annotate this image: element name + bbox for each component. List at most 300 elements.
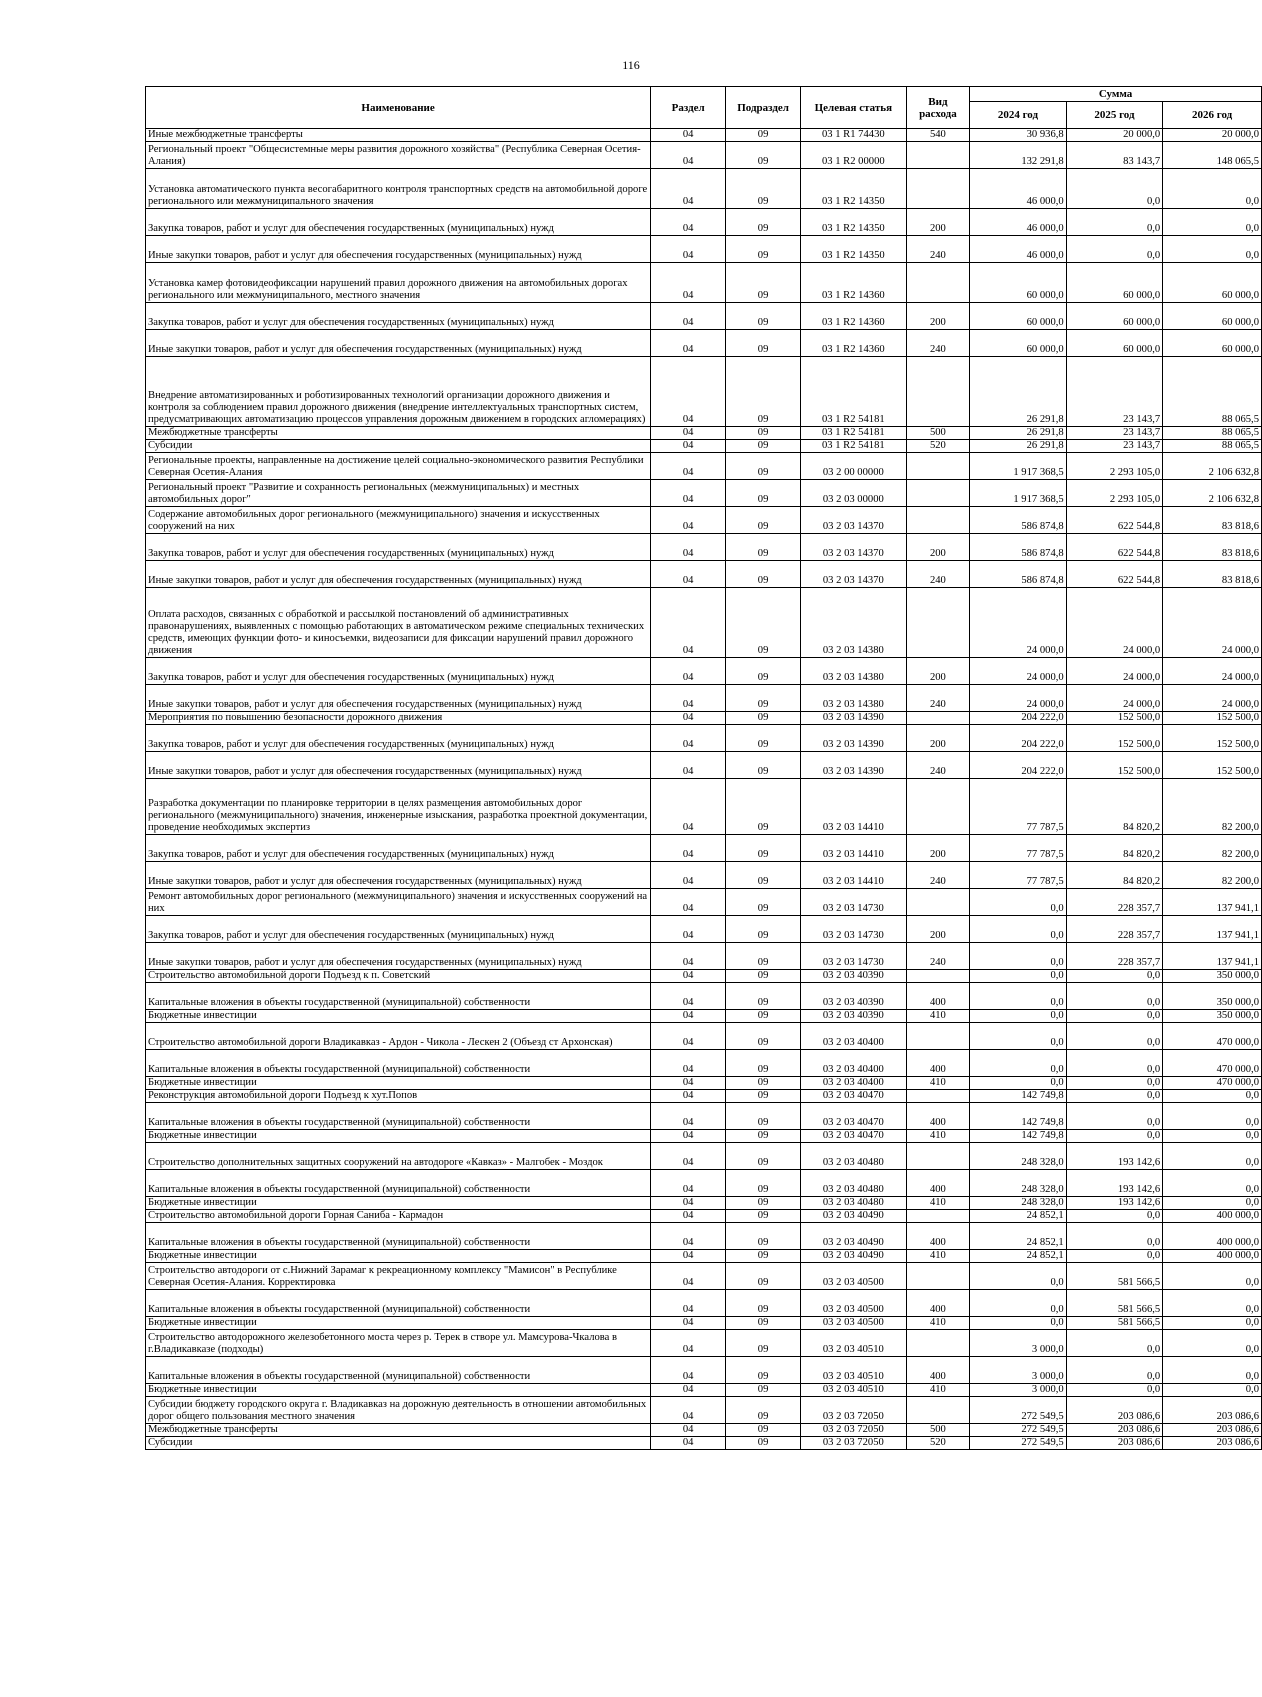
- row-2025: 0,0: [1066, 169, 1163, 209]
- row-2026: 350 000,0: [1163, 983, 1262, 1010]
- row-name: Бюджетные инвестиции: [146, 1317, 651, 1330]
- row-2024: 204 222,0: [970, 712, 1067, 725]
- table-row: [146, 1050, 1262, 1077]
- row-section: 04: [651, 209, 726, 236]
- row-2026: 24 000,0: [1163, 685, 1262, 712]
- row-2024: 0,0: [970, 983, 1067, 1010]
- row-name: Иные межбюджетные трансферты: [146, 129, 651, 142]
- row-section: 04: [651, 943, 726, 970]
- row-name: Строительство автомобильной дороги Подъезд к п. Советский: [146, 970, 651, 983]
- row-name: Региональные проекты, направленные на достижение целей социально-экономического развития Республики Северная Осетия-Алания: [146, 453, 651, 480]
- row-2024: 46 000,0: [970, 169, 1067, 209]
- row-2024: 1 917 368,5: [970, 480, 1067, 507]
- row-2025: 60 000,0: [1066, 303, 1163, 330]
- row-target: 03 2 03 00000: [801, 480, 907, 507]
- row-section: 04: [651, 685, 726, 712]
- table-row: [146, 1424, 1262, 1437]
- header-subsection: Подраздел: [726, 87, 801, 129]
- row-section: 04: [651, 970, 726, 983]
- header-section: Раздел: [651, 87, 726, 129]
- table-row: [146, 1290, 1262, 1317]
- row-2025: 0,0: [1066, 1023, 1163, 1050]
- table-row: [146, 685, 1262, 712]
- row-subsection: 09: [726, 1384, 801, 1397]
- table-row: [146, 129, 1262, 142]
- row-subsection: 09: [726, 330, 801, 357]
- row-type: 400: [906, 1357, 970, 1384]
- row-2025: 0,0: [1066, 1384, 1163, 1397]
- row-2024: 26 291,8: [970, 357, 1067, 427]
- row-target: 03 2 03 14390: [801, 725, 907, 752]
- row-target: 03 2 03 40500: [801, 1290, 907, 1317]
- row-type: [906, 712, 970, 725]
- row-2025: 23 143,7: [1066, 440, 1163, 453]
- row-2025: 60 000,0: [1066, 330, 1163, 357]
- row-section: 04: [651, 916, 726, 943]
- row-2026: 0,0: [1163, 1103, 1262, 1130]
- row-2026: 400 000,0: [1163, 1210, 1262, 1223]
- row-target: 03 1 R2 54181: [801, 427, 907, 440]
- row-section: 04: [651, 1397, 726, 1424]
- row-2026: 0,0: [1163, 1197, 1262, 1210]
- table-row: [146, 1077, 1262, 1090]
- table-row: [146, 588, 1262, 658]
- row-2026: 0,0: [1163, 236, 1262, 263]
- row-2026: 0,0: [1163, 209, 1262, 236]
- row-target: 03 2 00 00000: [801, 453, 907, 480]
- row-type: [906, 169, 970, 209]
- row-type: [906, 1090, 970, 1103]
- row-target: 03 2 03 14370: [801, 507, 907, 534]
- row-2026: 83 818,6: [1163, 507, 1262, 534]
- row-2024: 248 328,0: [970, 1170, 1067, 1197]
- row-subsection: 09: [726, 943, 801, 970]
- row-2025: 581 566,5: [1066, 1263, 1163, 1290]
- row-target: 03 2 03 14410: [801, 779, 907, 835]
- row-subsection: 09: [726, 427, 801, 440]
- row-2026: 60 000,0: [1163, 263, 1262, 303]
- row-section: 04: [651, 1424, 726, 1437]
- row-2024: 0,0: [970, 1077, 1067, 1090]
- table-row: [146, 453, 1262, 480]
- row-2026: 152 500,0: [1163, 712, 1262, 725]
- row-2026: 203 086,6: [1163, 1437, 1262, 1450]
- row-2026: 203 086,6: [1163, 1424, 1262, 1437]
- row-name: Оплата расходов, связанных с обработкой и рассылкой постановлений об административных правонарушениях, выявленных с помощью работающих в автоматическом режиме специальных технических средств, имеющих функции фото- и киносъемки, видеозаписи для фиксации нарушений правил дорожного движения: [146, 588, 651, 658]
- row-target: 03 2 03 40470: [801, 1103, 907, 1130]
- row-2024: 77 787,5: [970, 835, 1067, 862]
- row-subsection: 09: [726, 1263, 801, 1290]
- table-row: [146, 303, 1262, 330]
- row-subsection: 09: [726, 725, 801, 752]
- row-2026: 470 000,0: [1163, 1050, 1262, 1077]
- row-subsection: 09: [726, 169, 801, 209]
- table-row: [146, 1090, 1262, 1103]
- header-sum: Сумма: [970, 87, 1262, 102]
- row-2025: 193 142,6: [1066, 1197, 1163, 1210]
- row-2026: 470 000,0: [1163, 1023, 1262, 1050]
- row-section: 04: [651, 507, 726, 534]
- row-name: Закупка товаров, работ и услуг для обеспечения государственных (муниципальных) нужд: [146, 725, 651, 752]
- row-section: 04: [651, 1050, 726, 1077]
- row-section: 04: [651, 236, 726, 263]
- row-2024: 77 787,5: [970, 779, 1067, 835]
- row-section: 04: [651, 453, 726, 480]
- row-subsection: 09: [726, 835, 801, 862]
- row-name: Закупка товаров, работ и услуг для обеспечения государственных (муниципальных) нужд: [146, 303, 651, 330]
- row-name: Мероприятия по повышению безопасности дорожного движения: [146, 712, 651, 725]
- row-section: 04: [651, 1250, 726, 1263]
- row-name: Разработка документации по планировке территории в целях размещения автомобильных дорог регионального (межмуниципального) значения, инженерные изыскания, разработка проектной документации, проведение необходимых экспертиз: [146, 779, 651, 835]
- row-2025: 0,0: [1066, 236, 1163, 263]
- row-target: 03 1 R2 14360: [801, 263, 907, 303]
- row-subsection: 09: [726, 129, 801, 142]
- table-row: [146, 263, 1262, 303]
- row-2026: 470 000,0: [1163, 1077, 1262, 1090]
- table-row: [146, 658, 1262, 685]
- row-2026: 20 000,0: [1163, 129, 1262, 142]
- row-2025: 0,0: [1066, 1050, 1163, 1077]
- row-subsection: 09: [726, 862, 801, 889]
- row-2025: 0,0: [1066, 1210, 1163, 1223]
- row-subsection: 09: [726, 1437, 801, 1450]
- row-target: 03 2 03 40480: [801, 1170, 907, 1197]
- table-row: [146, 1357, 1262, 1384]
- row-2026: 88 065,5: [1163, 427, 1262, 440]
- row-2026: 400 000,0: [1163, 1223, 1262, 1250]
- row-subsection: 09: [726, 561, 801, 588]
- row-name: Строительство автомобильной дороги Владикавказ - Ардон - Чикола - Лескен 2 (Объезд ст Архонская): [146, 1023, 651, 1050]
- row-section: 04: [651, 1263, 726, 1290]
- row-target: 03 2 03 14730: [801, 943, 907, 970]
- table-row: [146, 889, 1262, 916]
- table-row: [146, 1103, 1262, 1130]
- row-subsection: 09: [726, 983, 801, 1010]
- table-row: [146, 480, 1262, 507]
- row-2024: 0,0: [970, 970, 1067, 983]
- row-subsection: 09: [726, 1130, 801, 1143]
- row-subsection: 09: [726, 752, 801, 779]
- row-name: Капитальные вложения в объекты государственной (муниципальной) собственности: [146, 1170, 651, 1197]
- row-target: 03 2 03 14380: [801, 658, 907, 685]
- row-subsection: 09: [726, 889, 801, 916]
- row-type: 200: [906, 725, 970, 752]
- row-2024: 1 917 368,5: [970, 453, 1067, 480]
- row-type: 400: [906, 1103, 970, 1130]
- row-subsection: 09: [726, 712, 801, 725]
- row-name: Строительство дополнительных защитных сооружений на автодороге «Кавказ» - Малгобек - Моздок: [146, 1143, 651, 1170]
- row-2025: 193 142,6: [1066, 1170, 1163, 1197]
- table-row: [146, 561, 1262, 588]
- row-section: 04: [651, 263, 726, 303]
- row-type: 240: [906, 236, 970, 263]
- row-type: 500: [906, 1424, 970, 1437]
- row-2025: 152 500,0: [1066, 725, 1163, 752]
- row-2025: 0,0: [1066, 1223, 1163, 1250]
- row-target: 03 2 03 40390: [801, 1010, 907, 1023]
- row-target: 03 2 03 14390: [801, 752, 907, 779]
- row-2025: 228 357,7: [1066, 889, 1163, 916]
- row-2026: 0,0: [1163, 1090, 1262, 1103]
- table-row: [146, 1317, 1262, 1330]
- row-section: 04: [651, 725, 726, 752]
- row-type: 410: [906, 1384, 970, 1397]
- row-section: 04: [651, 1170, 726, 1197]
- row-name: Закупка товаров, работ и услуг для обеспечения государственных (муниципальных) нужд: [146, 658, 651, 685]
- row-section: 04: [651, 752, 726, 779]
- row-target: 03 2 03 40490: [801, 1210, 907, 1223]
- row-2026: 137 941,1: [1163, 943, 1262, 970]
- row-section: 04: [651, 1197, 726, 1210]
- row-name: Реконструкция автомобильной дороги Подъезд к хут.Попов: [146, 1090, 651, 1103]
- row-target: 03 2 03 40390: [801, 983, 907, 1010]
- row-subsection: 09: [726, 1317, 801, 1330]
- row-type: 240: [906, 330, 970, 357]
- table-row: [146, 862, 1262, 889]
- row-name: Иные закупки товаров, работ и услуг для обеспечения государственных (муниципальных) нужд: [146, 862, 651, 889]
- row-name: Закупка товаров, работ и услуг для обеспечения государственных (муниципальных) нужд: [146, 534, 651, 561]
- row-target: 03 2 03 72050: [801, 1437, 907, 1450]
- row-section: 04: [651, 1384, 726, 1397]
- row-subsection: 09: [726, 1330, 801, 1357]
- row-type: 410: [906, 1317, 970, 1330]
- row-subsection: 09: [726, 1250, 801, 1263]
- row-name: Внедрение автоматизированных и роботизированных технологий организации дорожного движения и контроля за соблюдением правил дорожного движения (внедрение интеллектуальных транспортных систем, предусматривающих автоматизацию процессов управления дорожным движением в городских агломерациях): [146, 357, 651, 427]
- row-2024: 60 000,0: [970, 263, 1067, 303]
- row-2025: 84 820,2: [1066, 835, 1163, 862]
- row-2025: 2 293 105,0: [1066, 480, 1163, 507]
- row-name: Иные закупки товаров, работ и услуг для обеспечения государственных (муниципальных) нужд: [146, 330, 651, 357]
- table-row: [146, 1437, 1262, 1450]
- row-2025: 228 357,7: [1066, 916, 1163, 943]
- row-section: 04: [651, 712, 726, 725]
- row-name: Иные закупки товаров, работ и услуг для обеспечения государственных (муниципальных) нужд: [146, 685, 651, 712]
- row-2024: 0,0: [970, 943, 1067, 970]
- row-target: 03 2 03 14380: [801, 588, 907, 658]
- table-row: [146, 1397, 1262, 1424]
- row-name: Капитальные вложения в объекты государственной (муниципальной) собственности: [146, 1290, 651, 1317]
- row-2025: 2 293 105,0: [1066, 453, 1163, 480]
- row-name: Строительство автомобильной дороги Горная Саниба - Кармадон: [146, 1210, 651, 1223]
- table-row: [146, 1330, 1262, 1357]
- row-section: 04: [651, 1090, 726, 1103]
- row-2024: 24 852,1: [970, 1210, 1067, 1223]
- row-subsection: 09: [726, 1223, 801, 1250]
- row-2026: 24 000,0: [1163, 658, 1262, 685]
- row-type: [906, 1330, 970, 1357]
- row-type: [906, 142, 970, 169]
- row-type: [906, 1023, 970, 1050]
- row-section: 04: [651, 169, 726, 209]
- row-subsection: 09: [726, 1210, 801, 1223]
- row-name: Бюджетные инвестиции: [146, 1197, 651, 1210]
- row-name: Региональный проект "Общесистемные меры развития дорожного хозяйства" (Республика Северная Осетия-Алания): [146, 142, 651, 169]
- row-section: 04: [651, 1317, 726, 1330]
- table-row: [146, 1130, 1262, 1143]
- row-section: 04: [651, 440, 726, 453]
- row-name: Капитальные вложения в объекты государственной (муниципальной) собственности: [146, 1103, 651, 1130]
- row-section: 04: [651, 1130, 726, 1143]
- row-2024: 24 852,1: [970, 1223, 1067, 1250]
- row-2024: 0,0: [970, 1023, 1067, 1050]
- table-header: [146, 87, 1262, 129]
- row-2026: 148 065,5: [1163, 142, 1262, 169]
- table-row: [146, 236, 1262, 263]
- row-target: 03 2 03 40470: [801, 1090, 907, 1103]
- row-2025: 622 544,8: [1066, 534, 1163, 561]
- row-2026: 0,0: [1163, 1170, 1262, 1197]
- row-2026: 203 086,6: [1163, 1397, 1262, 1424]
- row-type: 400: [906, 1050, 970, 1077]
- row-target: 03 2 03 14410: [801, 835, 907, 862]
- row-section: 04: [651, 983, 726, 1010]
- row-2025: 0,0: [1066, 1077, 1163, 1090]
- row-target: 03 2 03 40400: [801, 1077, 907, 1090]
- row-target: 03 1 R2 14350: [801, 209, 907, 236]
- row-type: 400: [906, 1223, 970, 1250]
- table-row: [146, 169, 1262, 209]
- row-2024: 204 222,0: [970, 752, 1067, 779]
- row-2026: 60 000,0: [1163, 330, 1262, 357]
- row-section: 04: [651, 534, 726, 561]
- row-section: 04: [651, 142, 726, 169]
- row-subsection: 09: [726, 588, 801, 658]
- row-name: Закупка товаров, работ и услуг для обеспечения государственных (муниципальных) нужд: [146, 209, 651, 236]
- row-name: Иные закупки товаров, работ и услуг для обеспечения государственных (муниципальных) нужд: [146, 752, 651, 779]
- row-type: 400: [906, 1290, 970, 1317]
- row-2024: 24 852,1: [970, 1250, 1067, 1263]
- row-target: 03 2 03 40400: [801, 1023, 907, 1050]
- row-target: 03 2 03 14730: [801, 916, 907, 943]
- row-2026: 137 941,1: [1163, 889, 1262, 916]
- row-2025: 203 086,6: [1066, 1424, 1163, 1437]
- row-2026: 152 500,0: [1163, 725, 1262, 752]
- row-name: Иные закупки товаров, работ и услуг для обеспечения государственных (муниципальных) нужд: [146, 943, 651, 970]
- row-name: Капитальные вложения в объекты государственной (муниципальной) собственности: [146, 1357, 651, 1384]
- row-target: 03 2 03 14370: [801, 561, 907, 588]
- row-section: 04: [651, 1223, 726, 1250]
- table-row: [146, 916, 1262, 943]
- row-2024: 586 874,8: [970, 507, 1067, 534]
- row-type: 500: [906, 427, 970, 440]
- row-2026: 60 000,0: [1163, 303, 1262, 330]
- row-2024: 77 787,5: [970, 862, 1067, 889]
- row-name: Субсидии бюджету городского округа г. Владикавказ на дорожную деятельность в отношении автомобильных дорог общего пользования местного значения: [146, 1397, 651, 1424]
- row-subsection: 09: [726, 1023, 801, 1050]
- row-type: 400: [906, 1170, 970, 1197]
- row-2026: 88 065,5: [1163, 357, 1262, 427]
- row-target: 03 2 03 40500: [801, 1317, 907, 1330]
- row-2026: 400 000,0: [1163, 1250, 1262, 1263]
- table-row: [146, 712, 1262, 725]
- row-2025: 60 000,0: [1066, 263, 1163, 303]
- row-2025: 203 086,6: [1066, 1437, 1163, 1450]
- row-subsection: 09: [726, 1143, 801, 1170]
- row-2025: 152 500,0: [1066, 752, 1163, 779]
- row-name: Бюджетные инвестиции: [146, 1384, 651, 1397]
- table-row: [146, 1223, 1262, 1250]
- row-section: 04: [651, 1023, 726, 1050]
- row-subsection: 09: [726, 1424, 801, 1437]
- row-type: 240: [906, 862, 970, 889]
- row-2026: 350 000,0: [1163, 970, 1262, 983]
- table-row: [146, 1143, 1262, 1170]
- row-target: 03 2 03 14410: [801, 862, 907, 889]
- row-2025: 203 086,6: [1066, 1397, 1163, 1424]
- table-row: [146, 1010, 1262, 1023]
- row-section: 04: [651, 427, 726, 440]
- row-type: 240: [906, 561, 970, 588]
- row-subsection: 09: [726, 453, 801, 480]
- row-type: [906, 970, 970, 983]
- row-section: 04: [651, 889, 726, 916]
- row-type: [906, 480, 970, 507]
- row-name: Закупка товаров, работ и услуг для обеспечения государственных (муниципальных) нужд: [146, 835, 651, 862]
- row-2025: 0,0: [1066, 1130, 1163, 1143]
- row-section: 04: [651, 357, 726, 427]
- row-name: Межбюджетные трансферты: [146, 427, 651, 440]
- row-name: Субсидии: [146, 440, 651, 453]
- table-row: [146, 835, 1262, 862]
- row-target: 03 1 R2 14350: [801, 169, 907, 209]
- row-type: [906, 1210, 970, 1223]
- row-subsection: 09: [726, 236, 801, 263]
- row-2024: 60 000,0: [970, 303, 1067, 330]
- row-2024: 132 291,8: [970, 142, 1067, 169]
- row-target: 03 2 03 14370: [801, 534, 907, 561]
- row-2024: 46 000,0: [970, 209, 1067, 236]
- row-name: Капитальные вложения в объекты государственной (муниципальной) собственности: [146, 983, 651, 1010]
- row-section: 04: [651, 588, 726, 658]
- row-target: 03 1 R2 54181: [801, 440, 907, 453]
- row-2024: 30 936,8: [970, 129, 1067, 142]
- row-2026: 0,0: [1163, 1263, 1262, 1290]
- row-name: Иные закупки товаров, работ и услуг для обеспечения государственных (муниципальных) нужд: [146, 561, 651, 588]
- row-2025: 622 544,8: [1066, 507, 1163, 534]
- row-target: 03 2 03 72050: [801, 1397, 907, 1424]
- row-2025: 0,0: [1066, 1357, 1163, 1384]
- row-2024: 0,0: [970, 1317, 1067, 1330]
- row-2026: 82 200,0: [1163, 862, 1262, 889]
- table-row: [146, 1023, 1262, 1050]
- row-name: Установка камер фотовидеофиксации нарушений правил дорожного движения на автомобильных дорогах регионального или межмуниципального, местного значения: [146, 263, 651, 303]
- row-name: Содержание автомобильных дорог регионального (межмуниципального) значения и искусственных сооружений на них: [146, 507, 651, 534]
- row-subsection: 09: [726, 440, 801, 453]
- row-type: 200: [906, 534, 970, 561]
- row-name: Бюджетные инвестиции: [146, 1010, 651, 1023]
- row-2024: 60 000,0: [970, 330, 1067, 357]
- row-type: [906, 1143, 970, 1170]
- row-section: 04: [651, 862, 726, 889]
- row-target: 03 1 R2 54181: [801, 357, 907, 427]
- row-section: 04: [651, 1103, 726, 1130]
- row-2026: 82 200,0: [1163, 835, 1262, 862]
- row-type: 200: [906, 303, 970, 330]
- table-row: [146, 752, 1262, 779]
- row-target: 03 2 03 40400: [801, 1050, 907, 1077]
- row-type: 200: [906, 658, 970, 685]
- row-type: 410: [906, 1197, 970, 1210]
- row-subsection: 09: [726, 303, 801, 330]
- row-2024: 24 000,0: [970, 588, 1067, 658]
- row-target: 03 2 03 40480: [801, 1197, 907, 1210]
- row-subsection: 09: [726, 916, 801, 943]
- row-2026: 0,0: [1163, 169, 1262, 209]
- row-target: 03 2 03 14730: [801, 889, 907, 916]
- row-2024: 248 328,0: [970, 1143, 1067, 1170]
- row-2025: 24 000,0: [1066, 588, 1163, 658]
- row-subsection: 09: [726, 507, 801, 534]
